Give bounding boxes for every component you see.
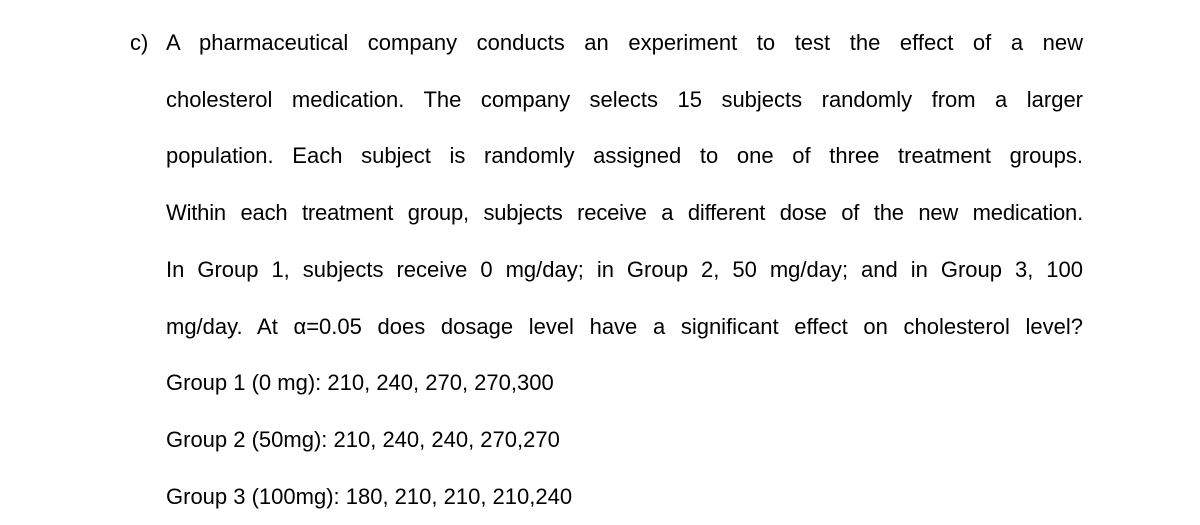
problem-line-5: In Group 1, subjects receive 0 mg/day; in Group 2, 50 mg/day; and in Group 3, 100 <box>166 257 1083 282</box>
problem-line-4: Within each treatment group, subjects receive a different dose of the new medication. <box>166 200 1083 225</box>
group-1-data: Group 1 (0 mg): 210, 240, 270, 270,300 <box>166 370 554 395</box>
problem-line-2: cholesterol medication. The company selects 15 subjects randomly from a larger <box>166 87 1083 112</box>
group-3-data: Group 3 (100mg): 180, 210, 210, 210,240 <box>166 484 573 509</box>
problem-line-1: A pharmaceutical company conducts an experiment to test the effect of a new <box>166 30 1083 55</box>
problem-line-6: mg/day. At α=0.05 does dosage level have a significant effect on cholesterol level? <box>166 314 1083 339</box>
group-2-data: Group 2 (50mg): 210, 240, 240, 270,270 <box>166 427 560 452</box>
problem-line-3: population. Each subject is randomly assigned to one of three treatment groups. <box>166 143 1083 168</box>
item-marker: c) <box>130 30 149 55</box>
